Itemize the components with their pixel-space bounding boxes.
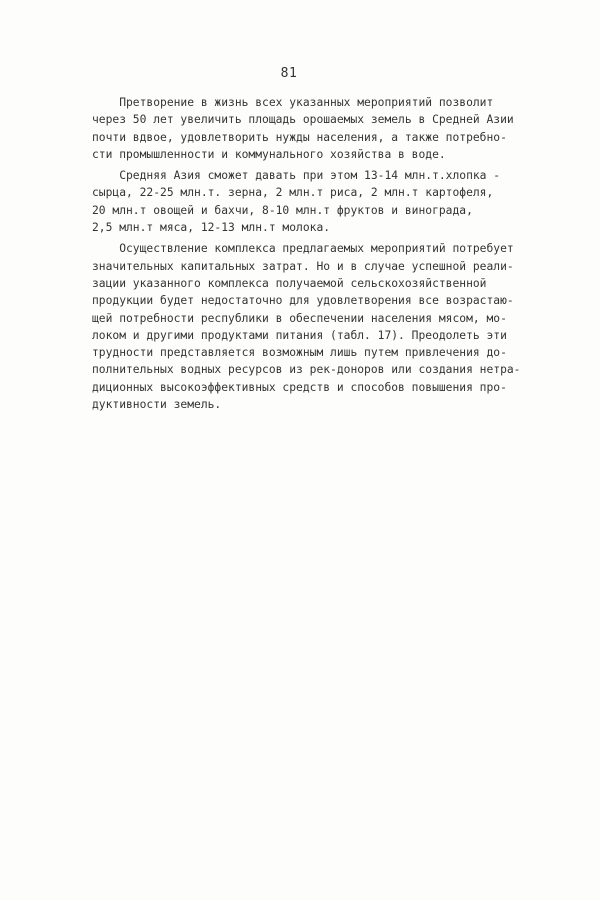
- text-line: Претворение в жизнь всех указанных мероприятий позволит: [92, 96, 494, 109]
- paragraph-1: [92, 94, 532, 163]
- text-line: щей потребности республики в обеспечении населения мясом, мо-: [92, 311, 507, 325]
- text-line: продукции будет недостаточно для удовлетворения все возрастаю-: [92, 294, 514, 308]
- text-line: Средняя Азия сможет давать при этом 13-14 млн.т.хлопка -: [92, 169, 501, 183]
- text-line: значительных капитальных затрат. Но и в случае успешной реали-: [92, 259, 514, 273]
- text-line: почти вдвое, удовлетворить нужды населения, а также потребно-: [92, 130, 507, 144]
- text-line: полнительных водных ресурсов из рек-доноров или создания нетра-: [92, 363, 521, 377]
- text-line: 2,5 млн.т мяса, 12-13 млн.т молока.: [92, 221, 331, 235]
- text-line: сти промышленности и коммунального хозяйства в воде.: [92, 147, 446, 161]
- text-line: дуктивности земель.: [92, 398, 222, 412]
- text-line: трудности представляется возможным лишь путем привлечения до-: [92, 346, 507, 360]
- page-number: 81: [280, 66, 298, 81]
- text-line: локом и другими продуктами питания (табл. 17). Преодолеть эти: [92, 328, 507, 342]
- body-text: [92, 94, 532, 413]
- paragraph-2: [92, 167, 532, 236]
- text-line: диционных высокоэффективных средств и способов повышения про-: [92, 380, 507, 394]
- text-line: Осуществление комплекса предлагаемых мероприятий потребует: [92, 242, 514, 256]
- text-line: 20 млн.т овощей и бахчи, 8-10 млн.т фруктов и винограда,: [92, 203, 473, 217]
- text-line: зации указанного комплекса получаемой сельскохозяйственной: [92, 276, 487, 290]
- text-line: сырца, 22-25 млн.т. зерна, 2 млн.т риса, 2 млн.т картофеля,: [92, 186, 494, 200]
- text-line: через 50 лет увеличить площадь орошаемых земель в Средней Азии: [92, 113, 514, 127]
- paragraph-3: [92, 240, 532, 413]
